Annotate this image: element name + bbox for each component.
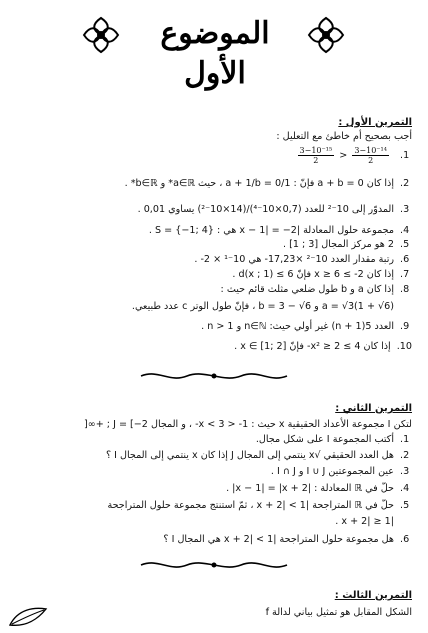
exercise-3-text: الشكل المقابل هو تمثيل بياني لدالة f (265, 607, 412, 618)
item-text: إذا كان a + b = 0 فإنّ : 1/a + 1/b = 0 ، حيث a∈ℝ* و b∈ℝ* . (124, 178, 394, 189)
item-text: هل العدد الحقيقي √x ينتمي إلى المجال J إذا كان x ينتمي إلى المجال I ؟ (105, 450, 394, 461)
item-number: 5. (400, 500, 410, 511)
item-text: 2 هو مركز المجال [3 ; 1] . (283, 239, 394, 250)
item-text: إذا كان 4 ≥ x² ≥ 2- فإنّ x ∈ [1; 2] . (234, 341, 391, 352)
exercise-1-instruction: أجب بصحيح أم خاطئ مع التعليل : (276, 131, 412, 142)
fraction-comparison (296, 146, 391, 165)
ex2-item-5 (107, 499, 412, 512)
separator-ornament-icon (139, 369, 289, 383)
item-number: 2. (400, 450, 410, 461)
item-text: حلّ في ℝ المعادلة : |x − 1| = |x + 2| . (226, 483, 394, 494)
ex2-item-5-cont (335, 515, 412, 528)
exercise-2-heading: التمرين الثاني : (335, 403, 412, 414)
ex1-item-4 (149, 224, 412, 237)
fraction-left (298, 146, 335, 165)
ex1-item-7 (232, 268, 412, 281)
item-text: أكتب المجموعة I على شكل مجال. (255, 434, 394, 445)
item-number: 9. (400, 321, 410, 332)
item-number: 7. (400, 269, 410, 280)
item-number: 1. (400, 150, 410, 161)
item-text: حلّ في ℝ المتراجحة |x + 2| < 1 ، ثمّ استنتج مجموعة حلول المتراجحة (107, 500, 394, 511)
ex1-item-8 (221, 283, 412, 296)
item-text: رتبة مقدار العدد 10⁻² ×17,23- هي 10⁻¹ × 2- . (194, 254, 394, 265)
item-number: 6. (400, 534, 410, 545)
item-number: 4. (400, 483, 410, 494)
ex1-item-9 (201, 320, 412, 333)
page-title: الموضوع الأول (160, 16, 270, 91)
ex2-item-4 (226, 482, 412, 495)
item-text: عين المجموعتين I ∪ J و I ∩ J . (270, 466, 394, 477)
ex2-item-1 (256, 433, 412, 446)
item-text: المدوّر إلى 10⁻² للعدد (0,7×10⁻⁴)/(14×10⁻²) يساوي 0,01 . (137, 204, 394, 215)
exercise-2-intro: لتكن I مجموعة الأعداد الحقيقية x حيث : 1- < x < 3- ، و المجال J = [−2 ; +∞[ (83, 419, 412, 430)
ex2-item-2 (106, 449, 412, 462)
exercise-3-heading: التمرين الثالث : (334, 590, 412, 601)
item-number: 8. (400, 284, 410, 295)
ornament-right-icon (305, 14, 347, 56)
item-text: إذا كان 2- ≥ x ≥ 6 فإنّ d(x ; 1) ≤ 6 . (232, 269, 394, 280)
item-text: مجموعة حلول المعادلة |x − 1| = −2 هي : S = {−1; 4} . (148, 225, 394, 236)
title-banner (0, 8, 428, 91)
ex1-item-1 (296, 146, 412, 165)
exercise-1-heading: التمرين الأول : (338, 117, 412, 128)
ex2-item-6 (163, 533, 412, 546)
fraction-denominator: 2 (313, 156, 319, 165)
item-number: 3. (400, 204, 410, 215)
fraction-numerator: 3−10⁻¹⁴ (354, 146, 387, 155)
ex1-item-8-cont (132, 300, 412, 313)
fraction-denominator: 2 (368, 156, 374, 165)
item-text: إذا كان a و b طول ضلعي مثلث قائم حيث : (220, 284, 394, 295)
item-number: 2. (400, 178, 410, 189)
item-text: a = √3(1 + √6) و b = 3 − √6 ، فإنّ طول الوتر c عدد طبيعي. (131, 301, 394, 312)
comparison-operator: > (339, 150, 348, 161)
ex2-item-3 (271, 465, 412, 478)
separator-ornament-icon (139, 558, 289, 572)
ornament-left-icon (80, 14, 122, 56)
item-text: |x + 2| ≥ 1 . (335, 516, 394, 527)
fraction-numerator: 3−10⁻¹⁵ (299, 146, 333, 155)
ex1-item-3 (138, 203, 412, 216)
item-number: 4. (400, 225, 410, 236)
fraction-right (352, 146, 389, 165)
leaf-ornament-icon (8, 605, 48, 629)
ex1-item-5 (283, 238, 412, 251)
item-number: 1. (400, 434, 410, 445)
item-number: 10. (396, 341, 412, 352)
ex1-item-2 (125, 177, 412, 190)
item-text: العدد 5(n + 1) غير أولي حيث: n∈ℕ و n > 1 . (201, 321, 394, 332)
item-number: 3. (400, 466, 410, 477)
ex1-item-6 (194, 253, 412, 266)
item-text: هل مجموعة حلول المتراجحة |x + 2| < 1 هي المجال I ؟ (163, 534, 394, 545)
item-number: 6. (400, 254, 410, 265)
ex1-item-10 (234, 340, 412, 353)
item-number: 5. (400, 239, 410, 250)
